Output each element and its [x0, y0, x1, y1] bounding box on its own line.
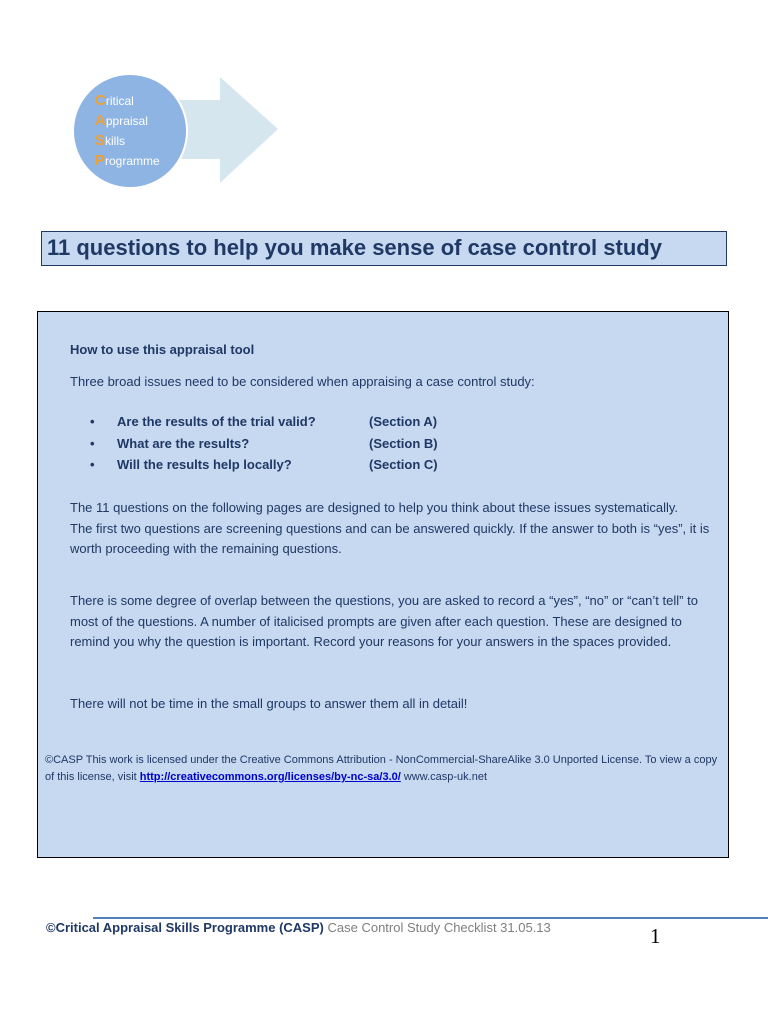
- logo-initial: S: [95, 132, 106, 149]
- logo-word-rest: ritical: [105, 94, 134, 108]
- bullet-icon: •: [90, 457, 95, 472]
- page-number: 1: [650, 924, 661, 948]
- logo-line: [95, 111, 160, 131]
- title-bar: [41, 231, 727, 266]
- paragraph-questions: [70, 498, 720, 560]
- footer-org: ©Critical Appraisal Skills Programme (CASP): [46, 920, 324, 935]
- logo-initial: A: [95, 112, 106, 129]
- license-site: www.casp-uk.net: [403, 771, 488, 783]
- paragraph-line: The first two questions are screening questions and can be answered quickly. If the answer to both is “yes”, it is worth proceeding with the remaining questions.: [70, 520, 710, 556]
- casp-logo: [70, 75, 285, 187]
- issue-section: (Section C): [369, 457, 438, 472]
- issue-question: Are the results of the trial valid?: [117, 414, 316, 429]
- bullet-icon: •: [90, 414, 95, 429]
- logo-line: [95, 131, 160, 151]
- license-text: ©CASP This work is licensed under the Creative Commons Attribution - NonCommercial-ShareAlike 3.0 Unported License. To view a copy of this license, visit: [45, 754, 718, 783]
- license-link[interactable]: http://creativecommons.org/licenses/by-nc-sa/3.0/: [139, 771, 401, 783]
- intro-text: Three broad issues need to be considered when appraising a case control study:: [70, 374, 535, 389]
- issue-section: (Section A): [369, 414, 438, 429]
- instructions-panel: [37, 311, 729, 858]
- paragraph-overlap: There is some degree of overlap between the questions, you are asked to record a “yes”, “no” or “can’t tell” to most of the questions. A number of italicised prompts are given after each question. These are designed to remind you why the question is important. Record your reasons for your answers in the spaces provided.: [70, 593, 698, 649]
- issue-question: What are the results?: [117, 435, 250, 451]
- footer-rule: [93, 917, 768, 919]
- paragraph-line: The 11 questions on the following pages are designed to help you think about these issues systematically.: [70, 500, 679, 515]
- logo-initial: P: [95, 152, 106, 169]
- paragraph-time: There will not be time in the small groups to answer them all in detail!: [70, 696, 468, 711]
- logo-word-rest: ppraisal: [105, 114, 148, 128]
- logo-line: [95, 151, 160, 171]
- license-notice: [45, 752, 720, 786]
- logo-initial: C: [95, 92, 106, 109]
- bullet-icon: •: [90, 435, 95, 451]
- footer: [46, 920, 551, 935]
- logo-line: [95, 91, 160, 111]
- logo-word-rest: kills: [105, 134, 126, 148]
- panel-heading: How to use this appraisal tool: [70, 342, 255, 357]
- logo-text: [95, 91, 160, 171]
- issue-question: Will the results help locally?: [117, 457, 292, 472]
- issue-section: (Section B): [369, 435, 438, 451]
- page-title: 11 questions to help you make sense of case control study: [47, 235, 662, 260]
- footer-doc-title: Case Control Study Checklist 31.05.13: [327, 920, 551, 935]
- logo-word-rest: rogramme: [105, 154, 160, 168]
